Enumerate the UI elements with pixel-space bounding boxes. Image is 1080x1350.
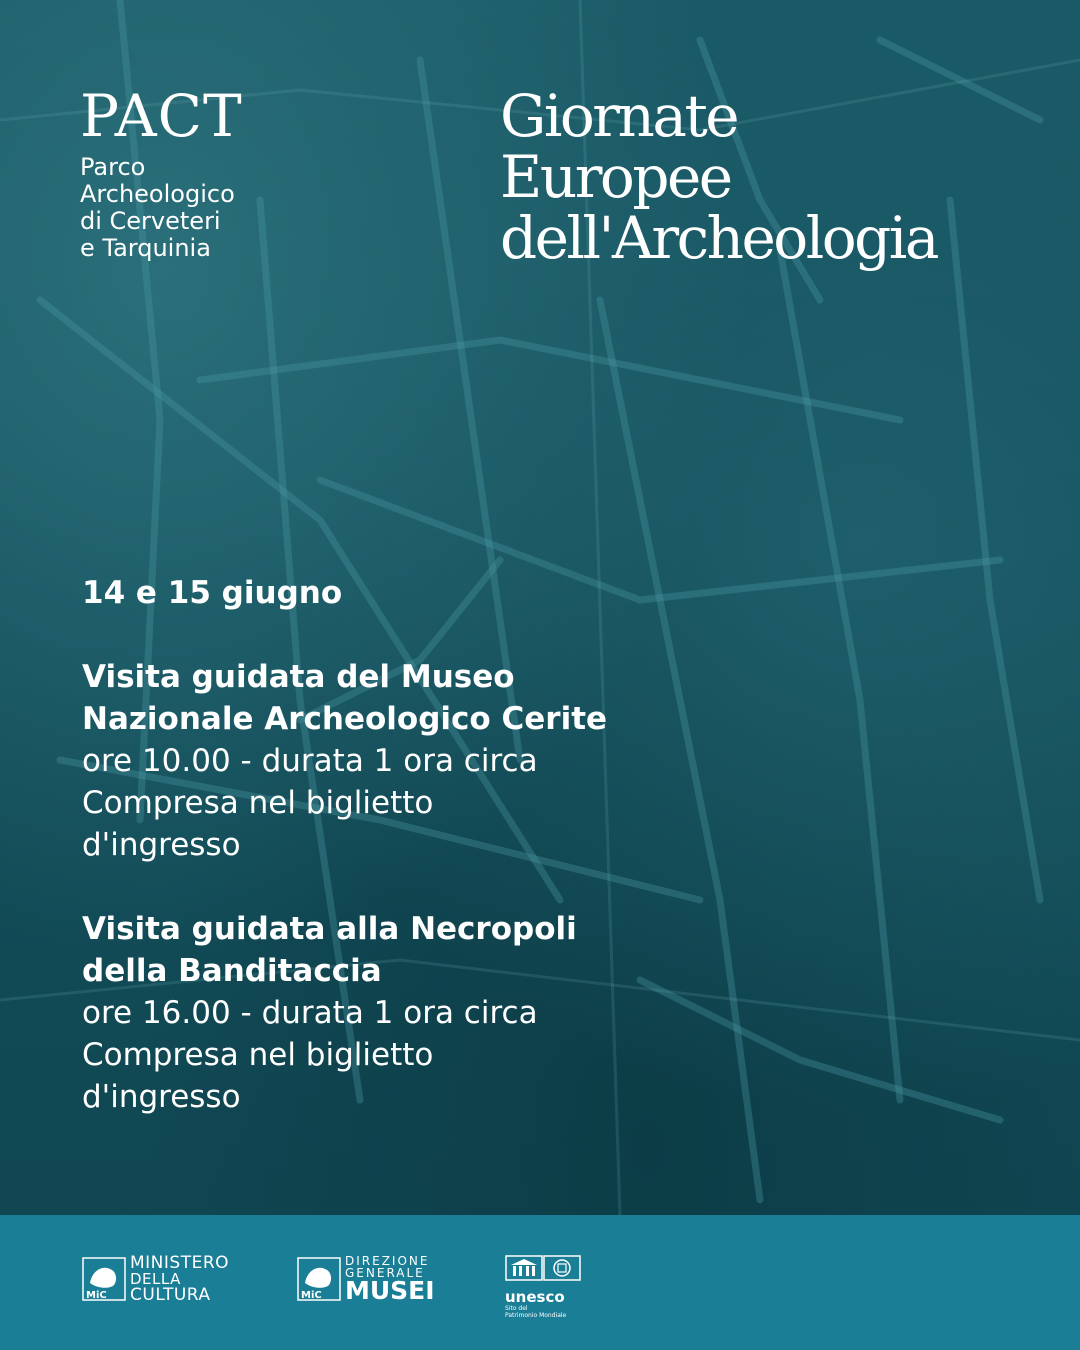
event-title-line: dell'Archeologia [500, 204, 937, 272]
pact-wordmark: PACT [80, 82, 243, 150]
visit-price-line: Compresa nel biglietto [82, 785, 434, 821]
pact-subtitle-line: Archeologico [80, 180, 235, 208]
ministero-line: MINISTERO [130, 1253, 230, 1273]
visit-time: ore 10.00 - durata 1 ora circa [82, 743, 538, 779]
unesco-subline: Patrimonio Mondiale [505, 1312, 567, 1319]
unesco-subline: Sito del [505, 1305, 528, 1312]
visit-title-line: Visita guidata del Museo [82, 659, 515, 695]
visit-item [82, 908, 782, 1118]
event-title [500, 82, 937, 272]
visit-price-line: d'ingresso [82, 1079, 241, 1115]
ministero-line: CULTURA [130, 1285, 211, 1305]
pact-logo [80, 84, 243, 262]
mic-emblem-icon [82, 1257, 126, 1301]
visit-price-line: d'ingresso [82, 827, 241, 863]
visit-time: ore 16.00 - durata 1 ora circa [82, 995, 538, 1031]
event-dates: 14 e 15 giugno [82, 575, 343, 611]
direzione-text [345, 1255, 435, 1303]
event-title-line: Europee [500, 143, 731, 211]
visit-price-line: Compresa nel biglietto [82, 1037, 434, 1073]
event-title-line: Giornate [500, 82, 738, 150]
visit-title-line: Nazionale Archeologico Cerite [82, 701, 608, 737]
mic-emblem-label: MiC [301, 1290, 322, 1301]
direzione-musei-logo [297, 1255, 435, 1303]
visit-title-line: Visita guidata alla Necropoli [82, 911, 577, 947]
mic-emblem-label: MiC [86, 1290, 107, 1301]
mic-emblem-icon [297, 1257, 341, 1301]
footer-logos [0, 1215, 1080, 1350]
unesco-word: unesco [505, 1288, 565, 1306]
ministero-text [130, 1255, 229, 1303]
ministero-line: DELLA [130, 1270, 181, 1288]
ministero-cultura-logo [82, 1255, 229, 1303]
direzione-line: GENERALE [345, 1266, 425, 1280]
event-details [82, 572, 782, 1160]
pact-subtitle-line: Parco [80, 153, 146, 181]
pact-subtitle-line: di Cerveteri [80, 207, 221, 235]
unesco-logo [505, 1255, 581, 1319]
visit-title-line: della Banditaccia [82, 953, 382, 989]
direzione-musei: MUSEI [345, 1276, 435, 1305]
unesco-emblem-icon [505, 1255, 581, 1281]
direzione-line: DIREZIONE [345, 1254, 430, 1268]
pact-subtitle [80, 154, 243, 262]
pact-subtitle-line: e Tarquinia [80, 234, 211, 262]
visit-item [82, 656, 782, 866]
